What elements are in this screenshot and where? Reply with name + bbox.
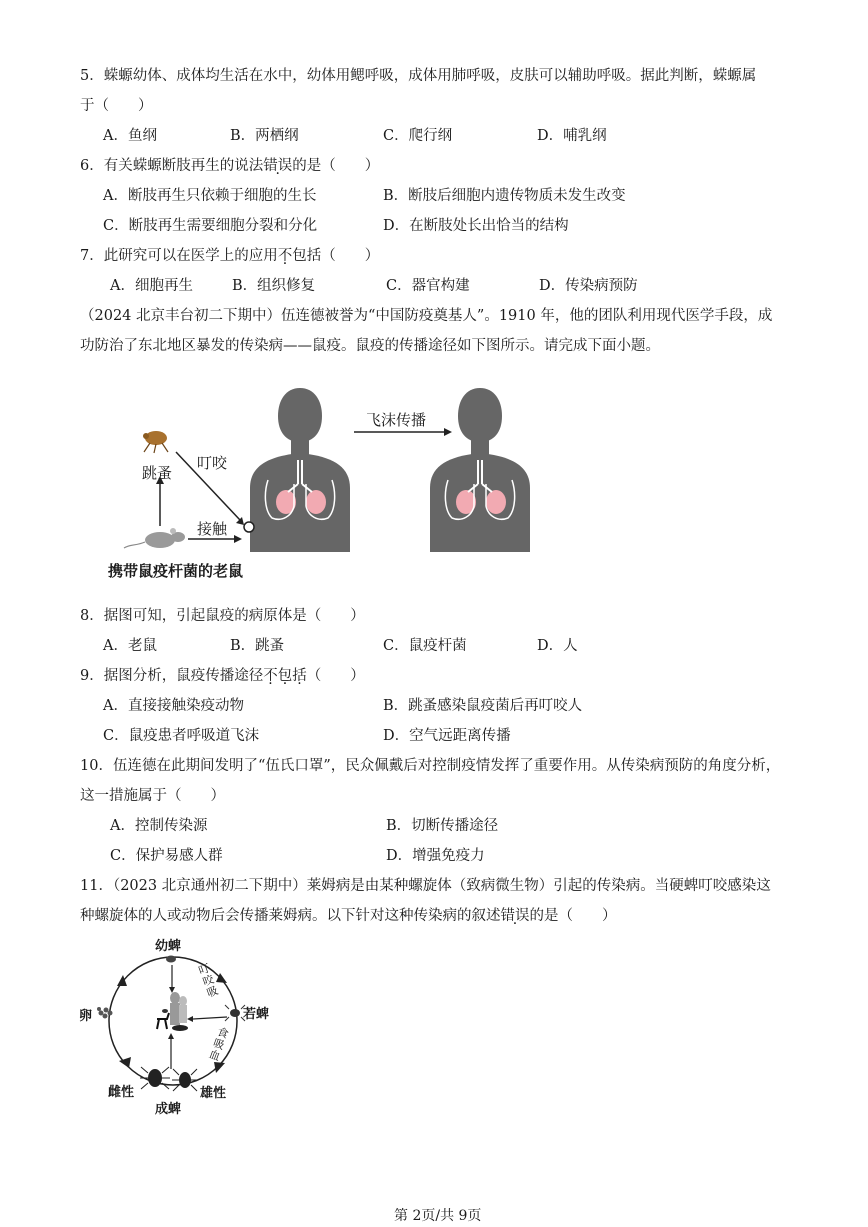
q9-stem-post: （ ）	[306, 668, 365, 684]
q8-option-c: C．鼠疫杆菌	[383, 638, 467, 654]
flea-icon	[143, 431, 168, 453]
q10-stem-line1: 10．伍连德在此期间发明了“伍氏口罩”，民众佩戴后对控制疫情发挥了重要作用。从传染病预防的角度分析，	[80, 758, 781, 774]
page-number: 第 2页/共 9页	[394, 1208, 482, 1224]
adult-label: 成蜱	[155, 1102, 182, 1117]
q6-option-d: D．在断肢处长出恰当的结构	[383, 218, 569, 234]
male-label: 雄性	[200, 1086, 227, 1101]
larva-icon	[166, 956, 176, 963]
rat-label: 携带鼠疫杆菌的老鼠	[108, 562, 244, 580]
plague-transmission-figure	[100, 380, 570, 585]
female-label: 雌性	[108, 1085, 135, 1100]
q8-option-d: D．人	[537, 638, 578, 654]
q7-option-c: C．器官构建	[386, 278, 470, 294]
q11-stem-line1: 11．（2023 北京通州初二下期中）莱姆病是由某种螺旋体（致病微生物）引起的传染病。当硬蜱叮咬感染这	[80, 878, 771, 894]
infected-person-right-icon	[430, 388, 530, 552]
q9-stem	[80, 666, 365, 686]
rat-icon	[124, 528, 185, 548]
bite-label: 叮咬	[197, 454, 228, 472]
q9-stem-emphasis-3: 括	[292, 668, 307, 684]
bite-vertical-label: 叮咬吸	[196, 961, 220, 1000]
q9-option-b: B．跳蚤感染鼠疫菌后再叮咬人	[383, 698, 583, 714]
q11-stem-emphasis: 错误	[500, 908, 530, 924]
tick-lifecycle-graphics	[75, 935, 275, 1115]
q6-option-c: C．断肢再生需要细胞分裂和分化	[103, 218, 318, 234]
q7-stem	[80, 246, 379, 266]
q7-stem-post: 包括（ ）	[292, 248, 380, 264]
q6-option-a: A．断肢再生只依赖于细胞的生长	[103, 188, 317, 204]
q5-option-c: C．爬行纲	[383, 128, 453, 144]
q8-option-b: B．跳蚤	[230, 638, 285, 654]
q9-stem-emphasis-1: 不	[263, 668, 278, 684]
q5-option-b: B．两栖纲	[230, 128, 299, 144]
female-tick-icon	[140, 1067, 170, 1089]
q10-option-d: D．增强免疫力	[386, 848, 485, 864]
q11-stem-line2	[80, 906, 617, 926]
q8-option-a: A．老鼠	[103, 638, 157, 654]
droplet-label: 飞沫传播	[366, 411, 427, 429]
q5-option-d: D．哺乳纲	[537, 128, 607, 144]
intro-line2: 功防治了东北地区暴发的传染病——鼠疫。鼠疫的传播途径如下图所示。请完成下面小题。	[80, 338, 660, 354]
q7-stem-emphasis: 不	[277, 248, 293, 264]
q6-stem-pre: 6．有关蝾螈断肢再生的说法	[80, 158, 264, 174]
q5-stem-line1: 5．蝾螈幼体、成体均生活在水中，幼体用鳃呼吸，成体用肺呼吸，皮肤可以辅助呼吸。据此判断，蝾螈属	[80, 68, 757, 84]
blood-meal-vertical-label: 食吸血	[207, 1025, 231, 1064]
q6-stem-post: 的是（ ）	[292, 158, 380, 174]
entry-point-icon	[244, 522, 254, 532]
rat-to-flea-arrow-icon	[156, 476, 164, 526]
infected-person-left-icon	[250, 388, 350, 552]
q10-option-c: C．保护易感人群	[110, 848, 223, 864]
q6-stem	[80, 156, 379, 176]
q6-option-b: B．断肢后细胞内遗传物质未发生改变	[383, 188, 626, 204]
q7-stem-pre: 7．此研究可以在医学上的应用	[80, 248, 278, 264]
tick-lifecycle-figure	[75, 935, 275, 1115]
q11-stem-post: 的是（ ）	[529, 908, 617, 924]
q10-stem-line2: 这一措施属于（ ）	[80, 788, 225, 804]
q10-option-a: A．控制传染源	[110, 818, 208, 834]
contact-label: 接触	[197, 520, 228, 538]
q5-stem-line2: 于（ ）	[80, 98, 153, 114]
q11-stem-pre: 种螺旋体的人或动物后会传播莱姆病。以下针对这种传染病的叙述	[80, 908, 501, 924]
larva-label: 幼蜱	[155, 939, 182, 954]
q9-stem-pre: 9．据图分析，鼠疫传播途径	[80, 668, 264, 684]
q9-stem-emphasis-2: 包	[277, 668, 293, 684]
q8-stem: 8．据图可知，引起鼠疫的病原体是（ ）	[80, 608, 365, 624]
q9-option-c: C．鼠疫患者呼吸道飞沫	[103, 728, 260, 744]
q5-option-a: A．鱼纲	[103, 128, 157, 144]
q7-option-a: A．细胞再生	[110, 278, 193, 294]
q6-stem-emphasis: 错误	[263, 158, 293, 174]
intro-line1: （2024 北京丰台初二下期中）伍连德被誉为“中国防疫奠基人”。1910 年，他的团队利用现代医学手段，成	[80, 308, 773, 324]
q7-option-b: B．组织修复	[232, 278, 316, 294]
egg-label: 卵	[79, 1009, 93, 1024]
q9-option-a: A．直接接触染疫动物	[103, 698, 244, 714]
q9-option-d: D．空气远距离传播	[383, 728, 511, 744]
male-tick-icon	[172, 1069, 198, 1091]
nymph-label: 若蜱	[243, 1007, 270, 1022]
flea-label: 跳蚤	[142, 464, 173, 482]
q7-option-d: D．传染病预防	[539, 278, 638, 294]
host-animals-icon	[157, 992, 188, 1031]
q10-option-b: B．切断传播途径	[386, 818, 499, 834]
